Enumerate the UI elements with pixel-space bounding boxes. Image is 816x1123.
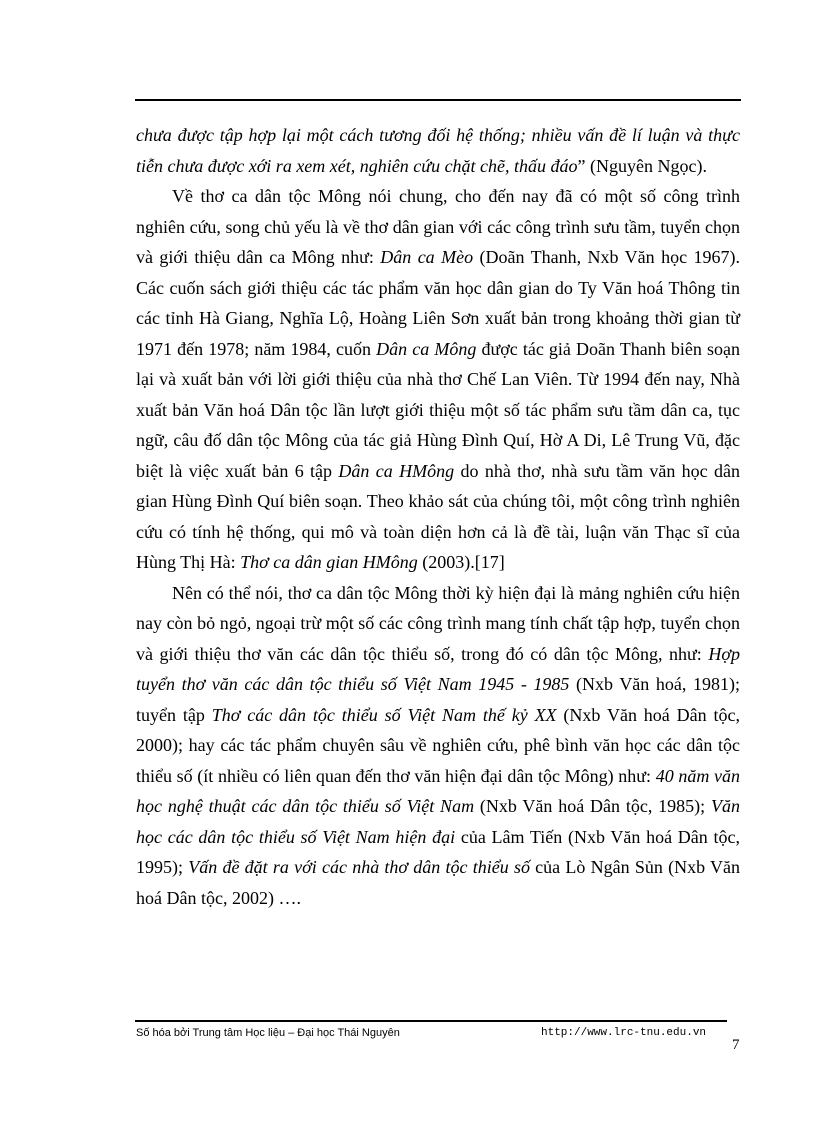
- paragraph-3: [136, 578, 740, 914]
- italic-title: Dân ca Mèo: [380, 247, 474, 267]
- footer-rule: [135, 1020, 727, 1022]
- text-run: ” (Nguyên Ngọc).: [577, 155, 708, 176]
- text-run: (Nxb Văn hoá, 1981); tuyển tập: [136, 674, 740, 725]
- italic-title: Vấn đề đặt ra với các nhà thơ dân tộc thiểu số: [188, 857, 530, 877]
- text-run: của Lâm Tiến (Nxb Văn hoá Dân tộc, 1995);: [136, 826, 740, 877]
- footer-source: Số hóa bởi Trung tâm Học liệu – Đại học Thái Nguyên: [136, 1027, 400, 1039]
- text-run: (Nxb Văn hoá Dân tộc, 1985);: [474, 796, 711, 816]
- italic-title: Hợp tuyển thơ văn các dân tộc thiểu số Việt Nam 1945 - 1985: [136, 643, 740, 694]
- text-run: do nhà thơ, nhà sưu tầm văn học dân gian Hùng Đình Quí biên soạn. Theo khảo sát của chúng tôi, một công trình nghiên cứu có tính hệ thống, qui mô và toàn diện hơn cả là đề tài, luận văn Thạc sĩ của Hùng Thị Hà:: [136, 460, 741, 572]
- italic-title: Dân ca Mông: [376, 338, 477, 359]
- text-run: của Lò Ngân Sủn (Nxb Văn hoá Dân tộc, 2002) ….: [136, 857, 740, 908]
- text-run: được tác giả Doãn Thanh biên soạn lại và xuất bản với lời giới thiệu của nhà thơ Chế Lan Viên. Từ 1994 đến nay, Nhà xuất bản Văn hoá Dân tộc lần lượt giới thiệu một số tác phẩm sưu tầm dân ca, tục ngữ, câu đố dân tộc Mông của tác giả Hùng Đình Quí, Hờ A Di, Lê Trung Vũ, đặc biệt là việc xuất bản 6 tập: [136, 338, 740, 481]
- text-run: Nên có thể nói, thơ ca dân tộc Mông thời kỳ hiện đại là mảng nghiên cứu hiện nay còn bỏ ngỏ, ngoại trừ một số các công trình mang tính chất tập hợp, tuyển chọn và giới thiệu thơ văn các dân tộc thiểu số, trong đó có dân tộc Mông, như:: [136, 582, 740, 664]
- italic-title: Thơ ca dân gian HMông: [240, 552, 418, 572]
- italic-title: 40 năm văn học nghệ thuật các dân tộc thiểu số Việt Nam: [136, 765, 740, 816]
- text-run: (2003).[17]: [417, 552, 505, 572]
- paragraph-1: [136, 120, 740, 181]
- header-rule: [135, 99, 741, 101]
- footer-url[interactable]: http://www.lrc-tnu.edu.vn: [541, 1027, 707, 1039]
- italic-title: chưa được tập hợp lại một cách tương đối hệ thống; nhiều vấn đề lí luận và thực tiễn chưa được xới ra xem xét, nghiên cứu chặt chẽ, thấu đáo: [136, 125, 740, 176]
- page-number: 7: [732, 1037, 740, 1053]
- text-run: Về thơ ca dân tộc Mông nói chung, cho đến nay đã có một số công trình nghiên cứu, song chủ yếu là về thơ dân gian với các công trình sưu tầm, tuyển chọn và giới thiệu dân ca Mông như:: [136, 186, 740, 267]
- paragraph-2: [136, 181, 740, 578]
- italic-title: Dân ca HMông: [338, 460, 455, 481]
- italic-title: Văn học các dân tộc thiểu số Việt Nam hiện đại: [136, 796, 740, 847]
- body-text: [136, 120, 740, 913]
- italic-title: Thơ các dân tộc thiểu số Việt Nam thế kỷ XX: [211, 704, 557, 725]
- text-run: (Doãn Thanh, Nxb Văn học 1967). Các cuốn sách giới thiệu các tác phẩm văn học dân gian do Ty Văn hoá Thông tin các tỉnh Hà Giang, Nghĩa Lộ, Hoàng Liên Sơn xuất bản trong khoảng thời gian từ 1971 đến 1978; năm 1984, cuốn: [136, 247, 740, 359]
- text-run: (Nxb Văn hoá Dân tộc, 2000); hay các tác phẩm chuyên sâu về nghiên cứu, phê bình văn học các dân tộc thiểu số (ít nhiều có liên quan đến thơ văn hiện đại dân tộc Mông) như:: [136, 704, 741, 786]
